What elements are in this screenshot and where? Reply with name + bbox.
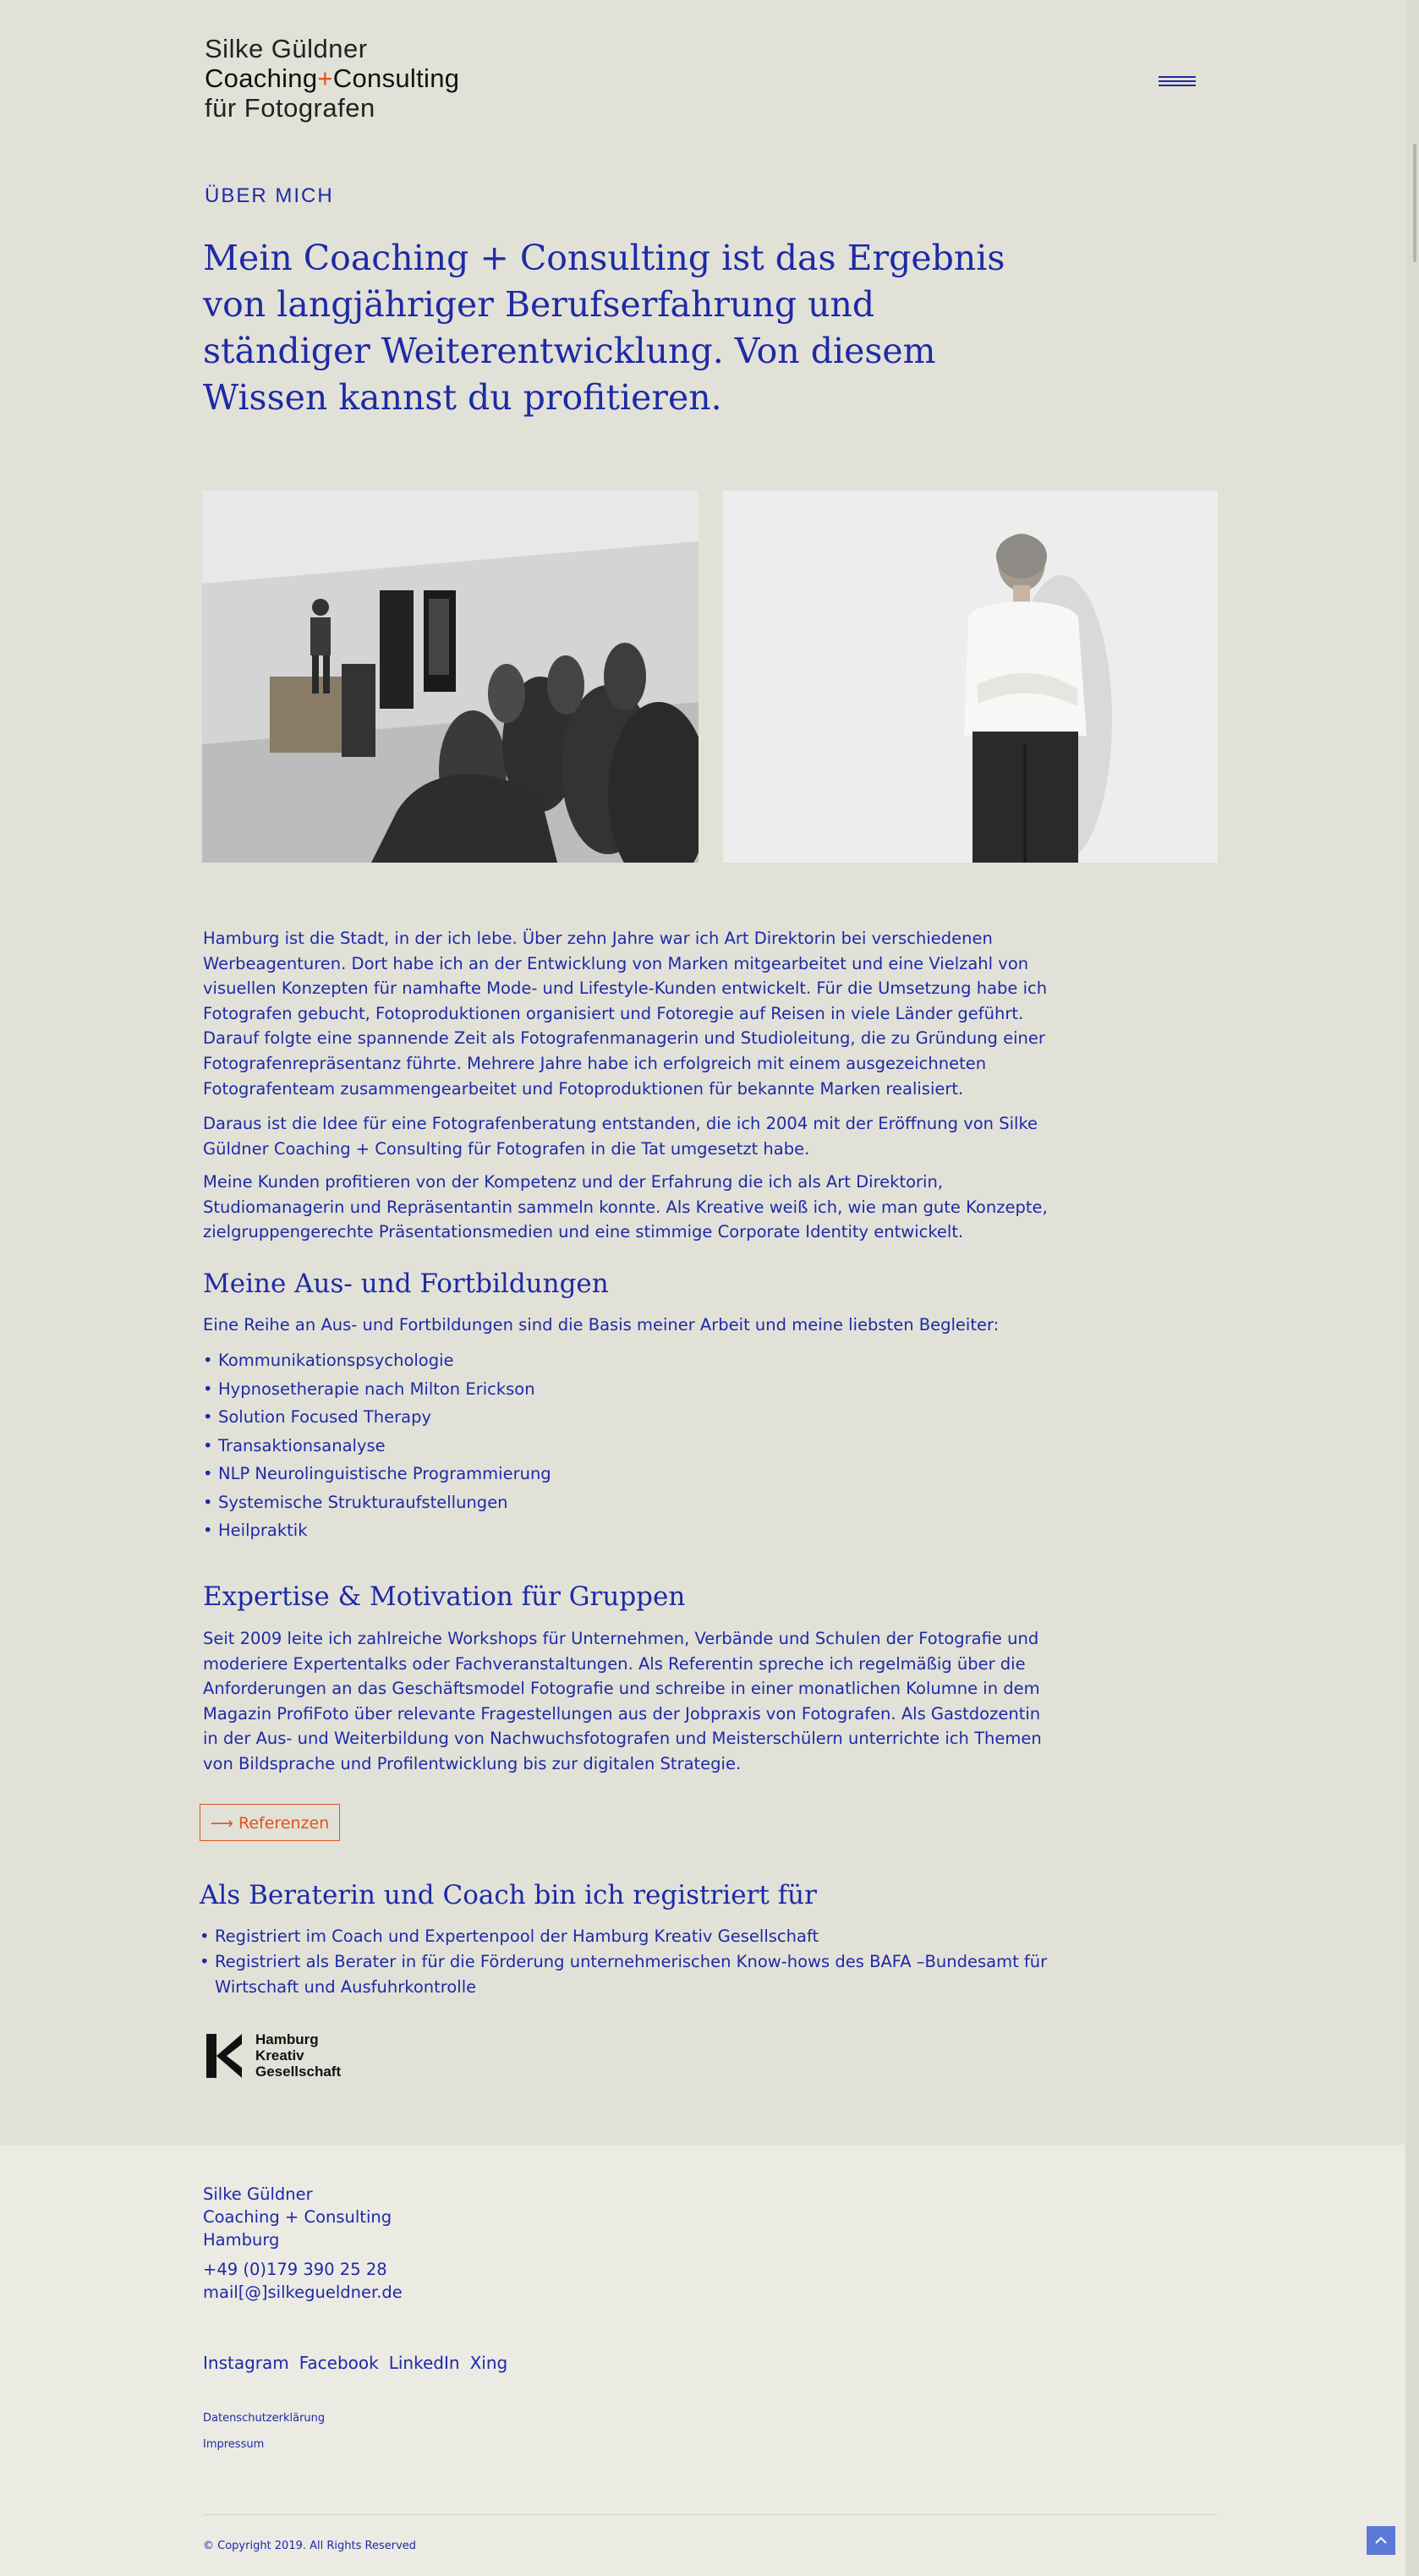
linkedin-link[interactable]: LinkedIn [388, 2353, 460, 2373]
about-paragraph-2: Daraus ist die Idee für eine Fotografenberatung entstanden, die ich 2004 mit der Eröffnung von Silke Güldner Coaching + Consulting für Fotografen in die Tat umgesetzt habe. [203, 1114, 1038, 1159]
about-paragraph-3: Meine Kunden profitieren von der Kompetenz und der Erfahrung die ich als Art Direktorin, Studiomanagerin und Repräsentantin sammeln konnte. Als Kreative weiß ich, wie man gute Konzepte, zielgruppengerechte Präsentationsmedien und eine stimmige Corporate Identity entwickelt. [203, 1172, 1048, 1242]
footer-email[interactable]: mail[@]silkegueldner.de [203, 2283, 403, 2302]
logo-name: Silke Güldner [205, 34, 368, 63]
workshop-photo [202, 491, 699, 863]
list-item: • Transaktionsanalyse [203, 1432, 551, 1461]
hkg-mark-icon [205, 2032, 245, 2080]
hamburg-kreativ-logo [205, 2031, 341, 2080]
hkg-word: Kreativ [255, 2047, 304, 2064]
footer-name: Silke Güldner [203, 2184, 313, 2204]
list-item: • Heilpraktik [203, 1516, 551, 1545]
logo-subline: für Fotografen [205, 93, 375, 123]
workshop-photo-illustration [202, 491, 699, 863]
references-button[interactable] [200, 1804, 340, 1841]
menu-line [1159, 85, 1196, 86]
list-item: • Hypnosetherapie nach Milton Erickson [203, 1375, 551, 1404]
arrow-right-icon: ⟶ [210, 1814, 233, 1833]
page-headline: Mein Coaching + Consulting ist das Ergebnis von langjähriger Berufserfahrung und ständiger Weiterentwicklung. Von diesem Wissen kannst du profitieren. [203, 238, 1005, 418]
scrollbar[interactable] [1405, 0, 1419, 2576]
education-list [203, 1346, 551, 1545]
xing-link[interactable]: Xing [469, 2353, 508, 2373]
menu-line [1159, 76, 1196, 78]
expertise-paragraph: Seit 2009 leite ich zahlreiche Workshops für Unternehmen, Verbände und Schulen der Fotografie und moderiere Expertentalks oder Fachveranstaltungen. Als Referentin spreche ich regelmäßig über die Anforderungen an das Geschäftsmodel Fotografie und schreibe in einer monatlichen Kolumne in dem Magazin ProfiFoto über relevante Fragestellungen aus der Jobpraxis von Fotografen. Als Gastdozentin in der Aus- und Weiterbildung von Nachwuchsfotografen und Meisterschülern unterrichte ich Themen von Bildsprache und Profilentwicklung bis zur digitalen Strategie. [203, 1629, 1042, 1773]
list-item: • Systemische Strukturaufstellungen [203, 1488, 551, 1517]
portrait-photo-illustration [723, 491, 1218, 863]
hkg-wordmark [255, 2031, 341, 2080]
references-button-label: Referenzen [238, 1814, 330, 1833]
privacy-link[interactable]: Datenschutzerklärung [203, 2412, 326, 2425]
education-intro: Eine Reihe an Aus- und Fortbildungen sind die Basis meiner Arbeit und meine liebsten Begleiter: [203, 1315, 1000, 1335]
about-paragraph-1: Hamburg ist die Stadt, in der ich lebe. Über zehn Jahre war ich Art Direktorin bei verschiedenen Werbeagenturen. Dort habe ich an der Entwicklung von Marken mitgearbeitet und eine Vielzahl von visuellen Konzepten für namhafte Mode- und Lifestyle-Kunden entwickelt. Für die Umsetzung habe ich Fotografen gebucht, Fotoproduktionen organisiert und Fotoregie auf Reisen in viele Länder geführt. Darauf folgte eine spannende Zeit als Fotografenmanagerin und Studioleitung, die zu Gründung einer Fotografenrepräsentanz führte. Mehrere Jahre habe ich erfolgreich mit einem ausgezeichneten Fotografenteam zusammengearbeitet und Fotoproduktionen für bekannte Marken realisiert. [203, 929, 1048, 1099]
imprint-link[interactable]: Impressum [203, 2438, 265, 2451]
portrait-photo [723, 491, 1218, 863]
hkg-word: Gesellschaft [255, 2064, 342, 2080]
footer-city: Hamburg [203, 2230, 280, 2250]
back-to-top-button[interactable] [1367, 2526, 1395, 2555]
footer-divider [203, 2514, 1218, 2515]
list-item: • Registriert als Berater in für die Förderung unternehmerischen Know-hows des BAFA –Bundesamt für Wirtschaft und Ausfuhrkontrolle [200, 1949, 1054, 2000]
logo-plus: + [317, 63, 333, 93]
list-item: • Registriert im Coach und Expertenpool der Hamburg Kreativ Gesellschaft [200, 1924, 1054, 1949]
registered-heading: Als Beraterin und Coach bin ich registriert für [200, 1880, 817, 1910]
logo-tagline [205, 65, 459, 91]
site-logo[interactable] [205, 36, 459, 121]
hamburger-menu-icon[interactable] [1159, 76, 1196, 90]
logo-coaching: Coaching [205, 63, 318, 93]
menu-line [1159, 80, 1196, 82]
instagram-link[interactable]: Instagram [203, 2353, 289, 2373]
registered-list [200, 1924, 1054, 2000]
facebook-link[interactable]: Facebook [299, 2353, 379, 2373]
scrollbar-thumb[interactable] [1413, 144, 1416, 262]
copyright-text: © Copyright 2019. All Rights Reserved [203, 2540, 417, 2552]
section-eyebrow: ÜBER MICH [205, 184, 334, 207]
list-item: • Solution Focused Therapy [203, 1403, 551, 1432]
logo-consulting: Consulting [332, 63, 460, 93]
hkg-word: Hamburg [255, 2031, 319, 2047]
chevron-up-icon [1374, 2536, 1388, 2545]
footer-phone[interactable]: +49 (0)179 390 25 28 [203, 2260, 387, 2279]
footer-company: Coaching + Consulting [203, 2207, 392, 2227]
list-item: • NLP Neurolinguistische Programmierung [203, 1460, 551, 1488]
list-item: • Kommunikationspsychologie [203, 1346, 551, 1375]
education-heading: Meine Aus- und Fortbildungen [203, 1269, 609, 1299]
social-links [203, 2353, 507, 2373]
expertise-heading: Expertise & Motivation für Gruppen [203, 1581, 686, 1612]
